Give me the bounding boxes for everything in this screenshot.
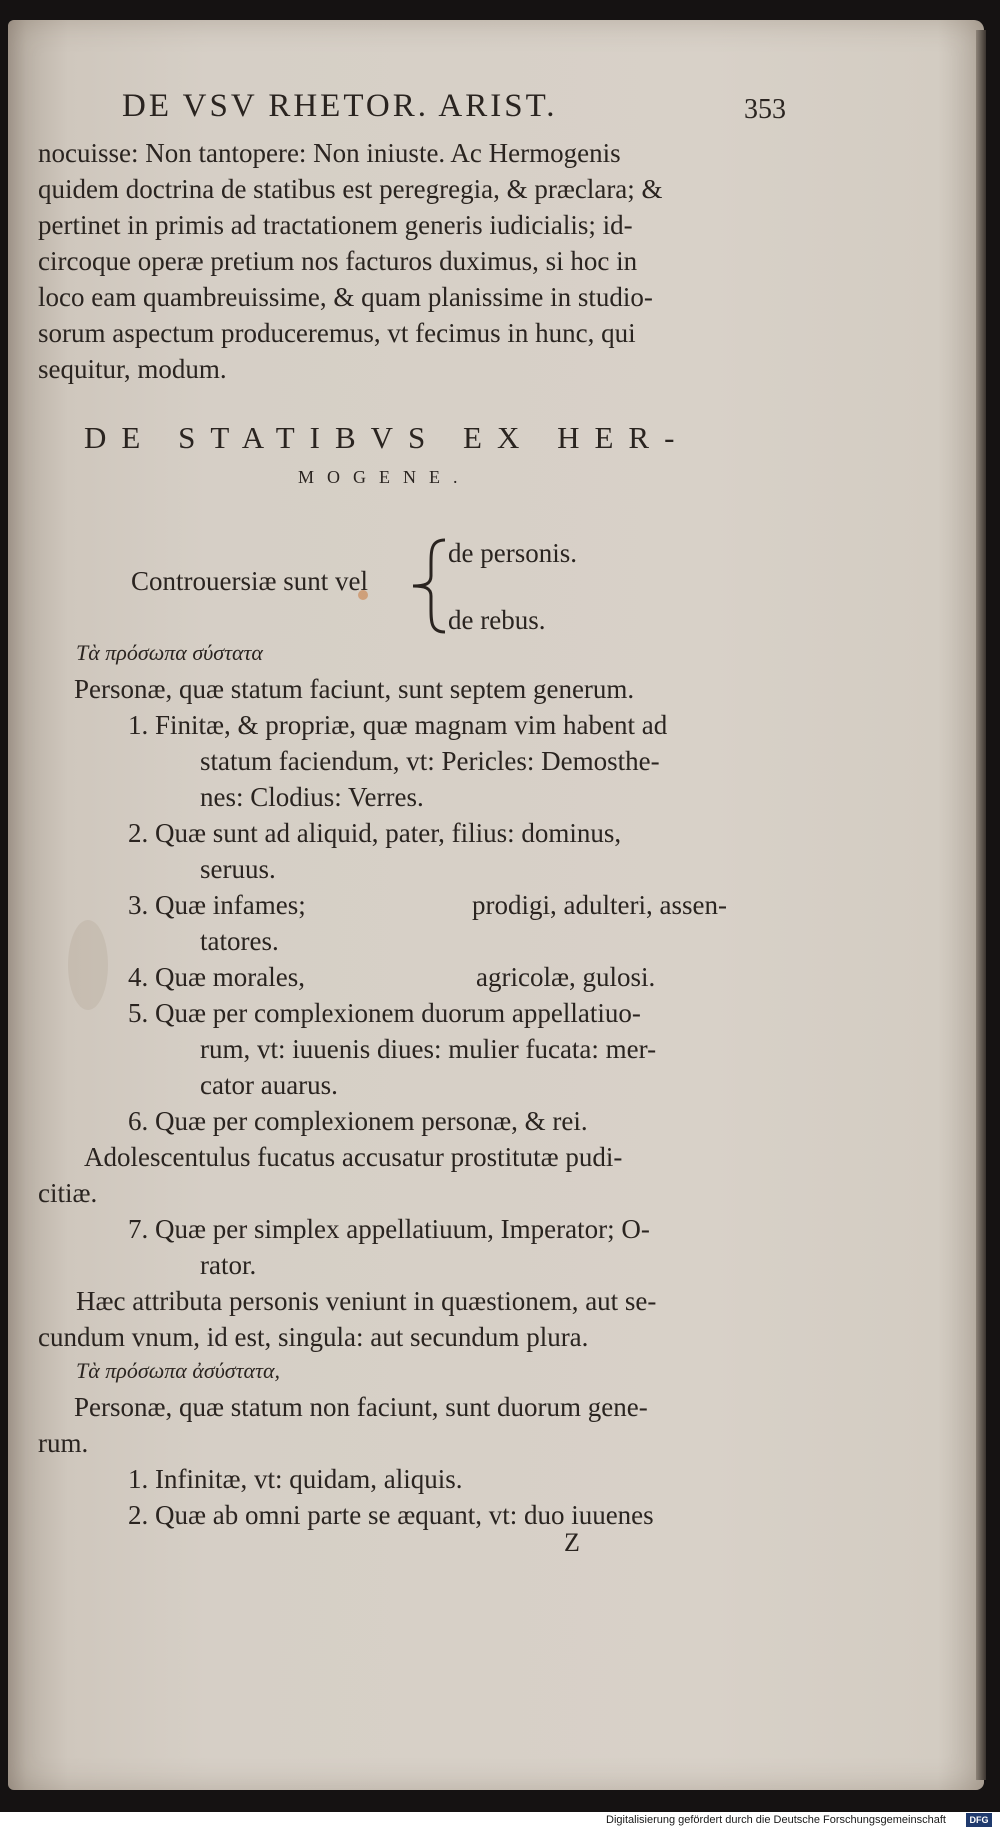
paper-stain (68, 920, 108, 1010)
list-item: 2. Quæ ab omni parte se æquant, vt: duo iuuenes (128, 1500, 654, 1530)
text-line: cundum vnum, id est, singula: aut secundum plura. (38, 1322, 589, 1352)
list-item-continuation: rator. (200, 1250, 257, 1280)
intro-line: sequitur, modum. (38, 354, 227, 384)
intro-line: circoque operæ pretium nos facturos duximus, si hoc in (38, 246, 638, 276)
digitization-credit: Digitalisierung gefördert durch die Deutsche Forschungsgemeinschaft (606, 1814, 946, 1826)
list-item: 5. Quæ per complexionem duorum appellatiuo- (128, 998, 641, 1028)
list-item: 3. Quæ infames; (128, 890, 306, 920)
list-item-examples: agricolæ, gulosi. (476, 962, 656, 992)
list-item-continuation: nes: Clodius: Verres. (200, 782, 424, 812)
list-item-continuation: seruus. (200, 854, 276, 884)
list-item: 1. Finitæ, & propriæ, quæ magnam vim habent ad (128, 710, 668, 740)
list-item: 4. Quæ morales, (128, 962, 305, 992)
page-number: 353 (744, 94, 786, 125)
list-item-continuation: cator auarus. (200, 1070, 338, 1100)
curly-brace-icon (405, 536, 451, 636)
list-item: 1. Infinitæ, vt: quidam, aliquis. (128, 1464, 463, 1494)
list-item: 6. Quæ per complexionem personæ, & rei. (128, 1106, 588, 1136)
list-item-continuation: tatores. (200, 926, 279, 956)
catchword-signature: Z (564, 1528, 580, 1557)
text-line: rum. (38, 1428, 89, 1458)
intro-line: nocuisse: Non tantopere: Non iniuste. Ac Hermogenis (38, 138, 621, 168)
dfg-logo-icon: DFG (966, 1813, 992, 1827)
text-line: Personæ, quæ statum non faciunt, sunt duorum gene- (74, 1392, 648, 1422)
intro-line: loco eam quambreuissime, & quam planissime in studio- (38, 282, 653, 312)
greek-heading: Τὰ πρόσωπα ἀσύστατα, (76, 1358, 281, 1383)
list-item: 2. Quæ sunt ad aliquid, pater, filius: dominus, (128, 818, 622, 848)
controversy-lead: Controuersiæ sunt vel (131, 566, 368, 596)
page-edge (976, 30, 986, 1780)
list-item-continuation: rum, vt: iuuenis diues: mulier fucata: mer- (200, 1034, 657, 1064)
list-item-examples: prodigi, adulteri, assen- (472, 890, 727, 920)
running-head: DE VSV RHETOR. ARIST. (122, 88, 558, 124)
intro-line: sorum aspectum produceremus, vt fecimus in hunc, qui (38, 318, 636, 348)
section-title-continuation: MOGENE. (298, 467, 471, 487)
text-line: Hæc attributa personis veniunt in quæstionem, aut se- (76, 1286, 657, 1316)
controversy-branch: de rebus. (448, 605, 546, 635)
list-item: 7. Quæ per simplex appellatiuum, Imperator; O- (128, 1214, 650, 1244)
intro-line: pertinet in primis ad tractationem generis iudicialis; id- (38, 210, 633, 240)
controversy-branch: de personis. (448, 538, 577, 568)
section-title: DE STATIBVS EX HER- (84, 420, 690, 455)
text-line: citiæ. (38, 1178, 98, 1208)
list-item-continuation: statum faciendum, vt: Pericles: Demosthe- (200, 746, 660, 776)
greek-heading: Τὰ πρόσωπα σύστατα (76, 640, 263, 665)
text-line: Adolescentulus fucatus accusatur prostitutæ pudi- (84, 1142, 623, 1172)
text-line: Personæ, quæ statum faciunt, sunt septem generum. (74, 674, 635, 704)
intro-line: quidem doctrina de statibus est peregregia, & præclara; & (38, 174, 663, 204)
